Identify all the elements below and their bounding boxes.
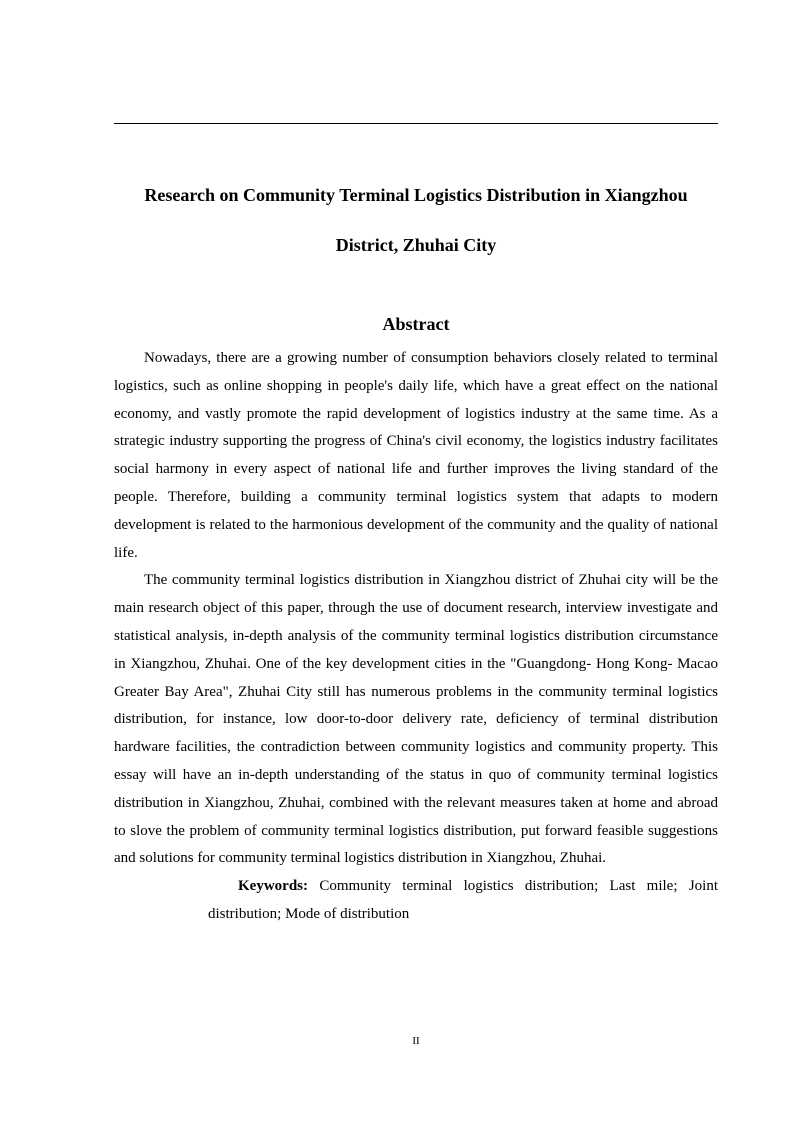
keywords-line	[114, 873, 718, 929]
abstract-paragraph: The community terminal logistics distribution in Xiangzhou district of Zhuhai city will be the main research object of this paper, through the use of document research, interview investigate and statistical analysis, in-depth analysis of the community terminal logistics distribution circumstance in Xiangzhou, Zhuhai. One of the key development cities in the "Guangdong- Hong Kong- Macao Greater Bay Area", Zhuhai City still has numerous problems in the community terminal logistics distribution, for instance, low door-to-door delivery rate, deficiency of terminal distribution hardware facilities, the contradiction between community logistics and community property. This essay will have an in-depth understanding of the status in quo of community terminal logistics distribution in Xiangzhou, Zhuhai, combined with the relevant measures taken at home and abroad to slove the problem of community terminal logistics distribution, put forward feasible suggestions and solutions for community terminal logistics distribution in Xiangzhou, Zhuhai.	[114, 572, 718, 867]
paper-title: Research on Community Terminal Logistics Distribution in Xiangzhou District, Zhuhai City	[144, 185, 688, 255]
header-rule	[114, 123, 718, 124]
page-number: II	[412, 1035, 420, 1047]
abstract-heading: Abstract	[382, 314, 450, 334]
abstract-body	[114, 345, 718, 929]
keywords-label: Keywords:	[238, 878, 308, 895]
keywords-text: Community terminal logistics distribution; Last mile; Joint distribution; Mode of distribution	[208, 878, 718, 922]
abstract-paragraph: Nowadays, there are a growing number of consumption behaviors closely related to terminal logistics, such as online shopping in people's daily life, which have a great effect on the national economy, and vastly promote the rapid development of logistics industry at the same time. As a strategic industry supporting the progress of China's civil economy, the logistics industry facilitates social harmony in every aspect of national life and further improves the living standard of the people. Therefore, building a community terminal logistics system that adapts to modern development is related to the harmonious development of the community and the quality of national life.	[114, 350, 718, 561]
